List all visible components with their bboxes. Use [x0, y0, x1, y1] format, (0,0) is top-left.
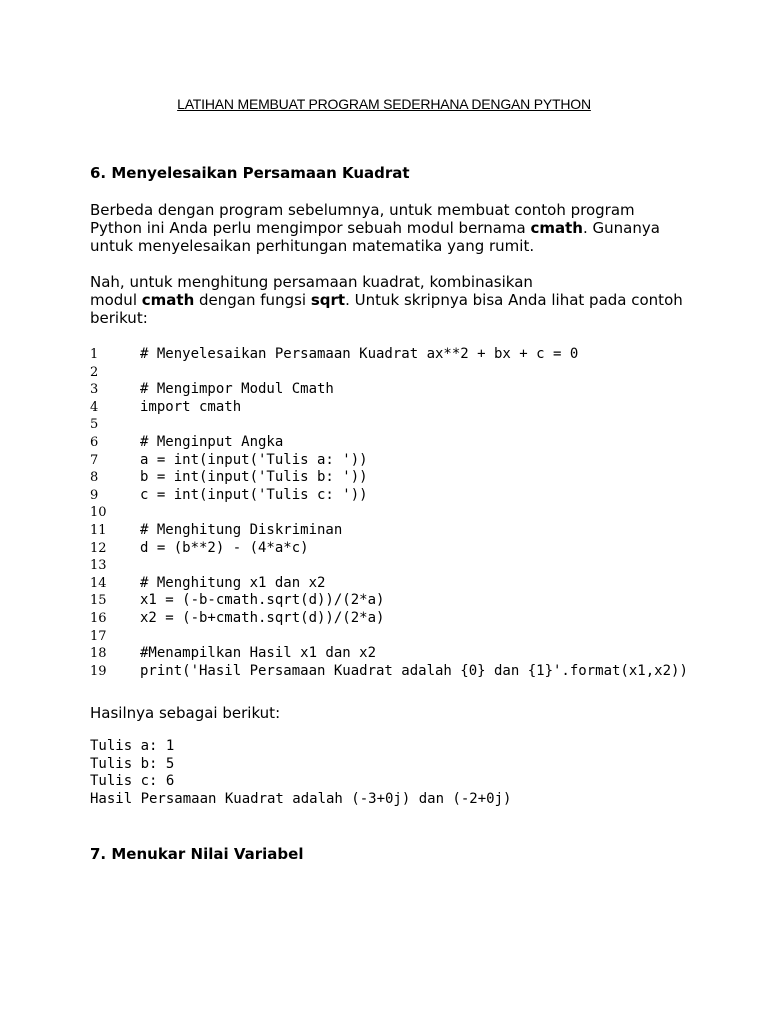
- code-listing: [0, 346, 768, 680]
- code-text: # Menyelesaikan Persamaan Kuadrat ax**2 + bx + c = 0: [140, 346, 579, 362]
- code-line: [0, 540, 768, 558]
- line-number: 2: [90, 364, 99, 380]
- line-number: 14: [90, 575, 107, 591]
- line-number: 18: [90, 646, 107, 662]
- code-line: [0, 416, 768, 434]
- line-number: 7: [90, 452, 99, 468]
- line-number: 1: [90, 347, 99, 362]
- code-line: [0, 663, 768, 681]
- line-number: 12: [90, 540, 107, 556]
- program-output: [90, 738, 511, 808]
- code-text: # Mengimpor Modul Cmath: [140, 381, 334, 398]
- code-text: b = int(input('Tulis b: ')): [140, 469, 368, 486]
- code-text: # Menginput Angka: [140, 433, 284, 450]
- explanation-run: modul: [90, 291, 142, 309]
- code-text: print('Hasil Persamaan Kuadrat adalah {0} dan {1}'.format(x1,x2)): [140, 662, 688, 679]
- code-text: import cmath: [140, 398, 242, 415]
- sqrt-keyword: sqrt: [310, 291, 346, 309]
- output-line: Tulis b: 5: [90, 755, 175, 772]
- line-number: 4: [90, 399, 99, 415]
- line-number: 16: [90, 610, 107, 626]
- output-line: Hasil Persamaan Kuadrat adalah (-3+0j) dan (-2+0j): [90, 790, 512, 807]
- code-line: [0, 592, 768, 610]
- explanation-run: . Untuk skripnya bisa Anda lihat pada contoh berikut:: [90, 291, 683, 327]
- output-line: Tulis a: 1: [90, 738, 175, 754]
- code-line: [0, 452, 768, 470]
- section-6-heading: 6. Menyelesaikan Persamaan Kuadrat: [90, 164, 410, 182]
- line-number: 3: [90, 382, 99, 398]
- page-title: LATIHAN MEMBUAT PROGRAM SEDERHANA DENGAN PYTHON: [177, 96, 591, 112]
- code-line: [0, 364, 768, 382]
- code-text: c = int(input('Tulis c: ')): [140, 486, 368, 503]
- line-number: 9: [90, 487, 99, 503]
- cmath-keyword: cmath: [141, 291, 195, 309]
- code-line: [0, 504, 768, 522]
- code-text: #Menampilkan Hasil x1 dan x2: [140, 645, 377, 662]
- code-line: [0, 610, 768, 628]
- code-line: [0, 487, 768, 505]
- cmath-keyword: cmath: [530, 219, 583, 237]
- section-7-heading: 7. Menukar Nilai Variabel: [90, 845, 304, 863]
- intro-run: Berbeda dengan program sebelumnya, untuk membuat contoh program Python ini Anda perlu mengimpor sebuah modul bernama: [90, 201, 635, 237]
- code-line: [0, 434, 768, 452]
- code-text: # Menghitung Diskriminan: [140, 521, 343, 538]
- explanation-line-1: Nah, untuk menghitung persamaan kuadrat, kombinasikan: [90, 273, 533, 291]
- line-number: 13: [90, 558, 107, 574]
- line-number: 11: [90, 522, 107, 538]
- code-line: [0, 575, 768, 593]
- code-line: [0, 628, 768, 646]
- code-line: [0, 557, 768, 575]
- code-text: # Menghitung x1 dan x2: [140, 574, 326, 591]
- code-text: x2 = (-b+cmath.sqrt(d))/(2*a): [140, 609, 385, 626]
- line-number: 6: [90, 434, 99, 450]
- code-line: [0, 381, 768, 399]
- line-number: 8: [90, 470, 99, 486]
- line-number: 15: [90, 593, 107, 609]
- line-number: 5: [90, 417, 99, 433]
- intro-run: . Gunanya untuk menyelesaikan perhitungan matematika yang rumit.: [90, 219, 660, 255]
- code-line: [0, 522, 768, 540]
- section-6-explanation-paragraph: [90, 273, 690, 327]
- code-text: d = (b**2) - (4*a*c): [140, 539, 309, 556]
- code-line: [0, 645, 768, 663]
- line-number: 17: [90, 628, 107, 644]
- result-intro: Hasilnya sebagai berikut:: [90, 704, 281, 722]
- code-line: [0, 469, 768, 487]
- code-line: [0, 346, 768, 364]
- code-text: x1 = (-b-cmath.sqrt(d))/(2*a): [140, 592, 385, 609]
- line-number: 10: [90, 505, 107, 521]
- line-number: 19: [90, 663, 107, 679]
- output-line: Tulis c: 6: [90, 773, 175, 789]
- explanation-run: dengan fungsi: [194, 291, 311, 309]
- code-text: a = int(input('Tulis a: ')): [140, 451, 368, 468]
- code-line: [0, 399, 768, 417]
- section-6-intro-paragraph: [90, 201, 690, 255]
